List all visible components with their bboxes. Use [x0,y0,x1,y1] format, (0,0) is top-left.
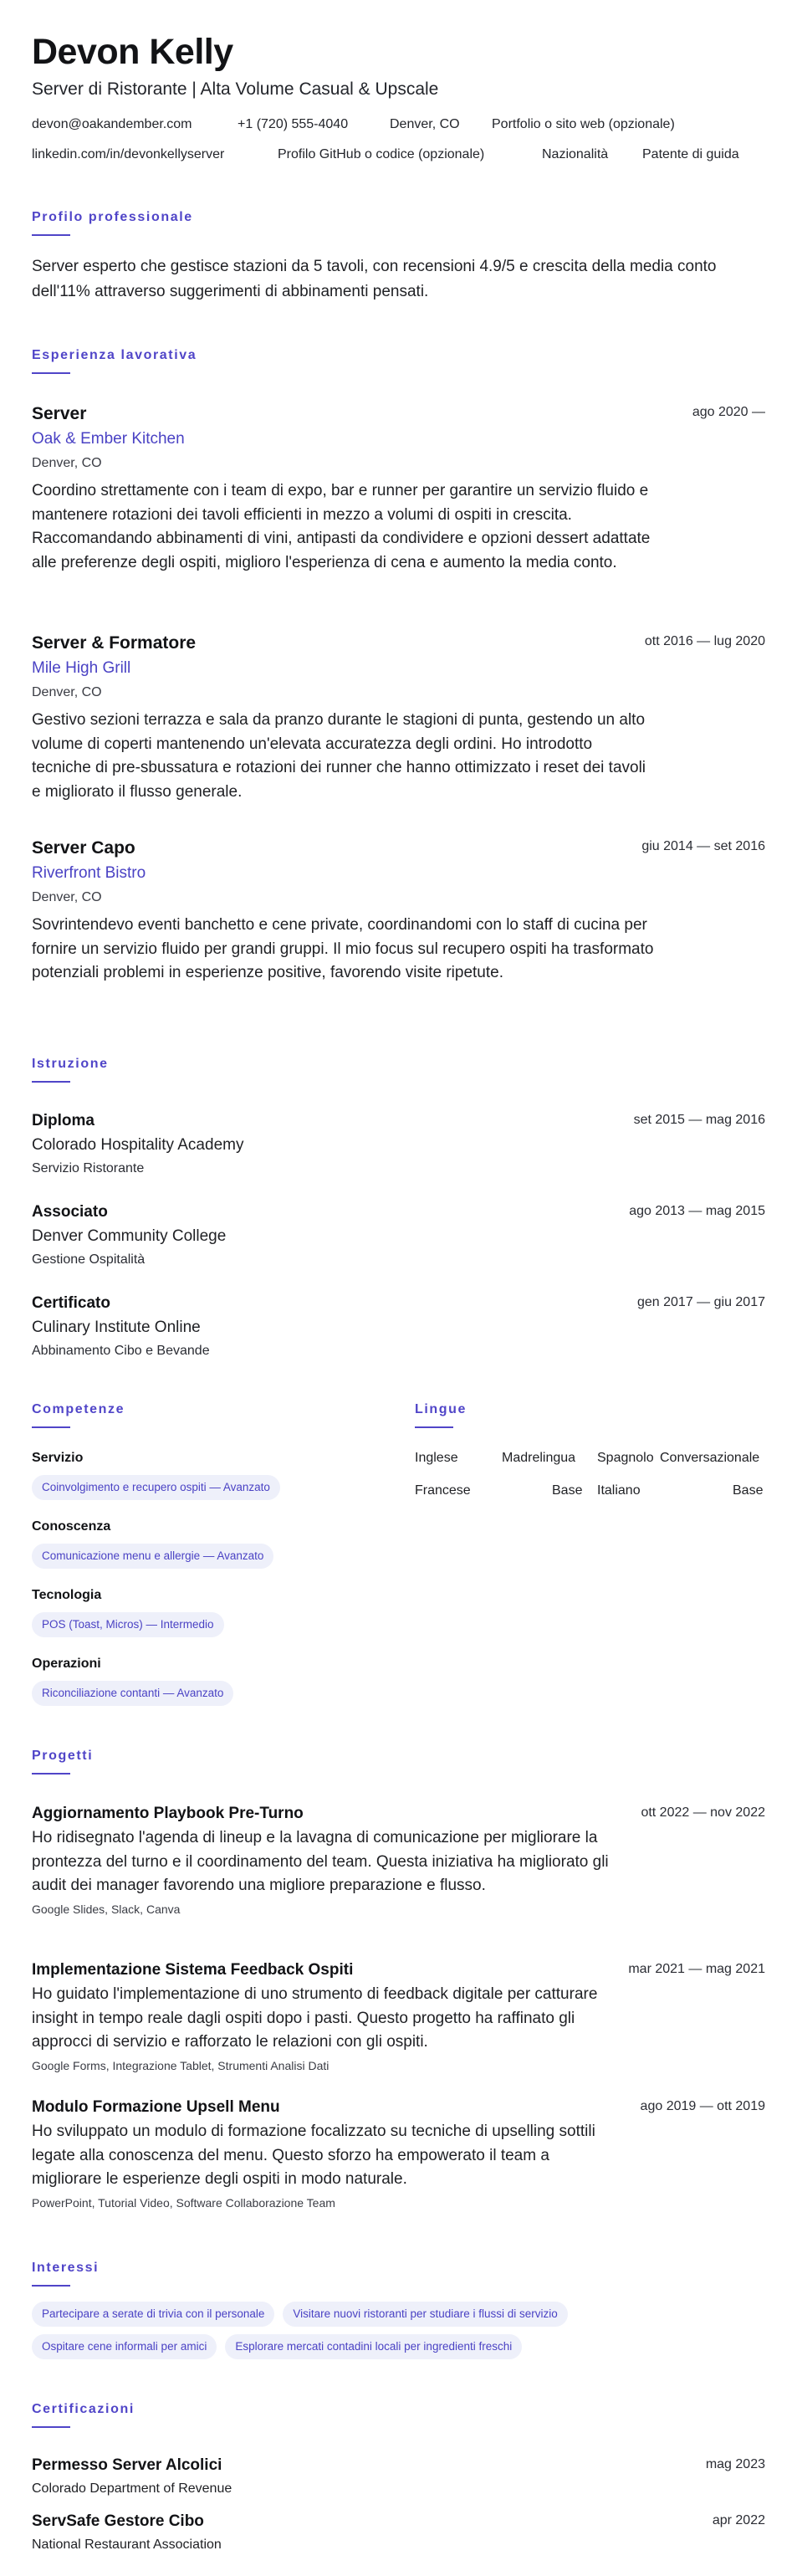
interest-pill: Partecipare a serate di trivia con il personale [32,2302,274,2327]
education-entry [32,1293,765,1363]
job-description: Coordino strettamente con i team di expo, bar e runner per garantire un servizio fluido e mantenere rotazioni dei tavoli efficienti in mezzo a volumi di ospiti in crescita. Raccomandando abbinamenti di vini, antipasti da condividere e opzioni dessert adattate alle preferenze degli ospiti, miglioro l'esperienza di cena e aumento la media conto. [32,482,651,571]
interests-row [32,2302,765,2327]
section-title-summary: Profilo professionale [32,210,193,224]
section-projects [32,1748,765,1775]
skill-category: Operazioni [32,1657,101,1671]
project-title: Aggiornamento Playbook Pre-Turno [32,1805,304,1822]
education-field: Servizio Ristorante [32,1161,145,1175]
resume-header [32,30,765,102]
education-school: Colorado Hospitality Academy [32,1136,244,1154]
job-company: Oak & Ember Kitchen [32,430,185,448]
section-title-skills: Competenze [32,1402,125,1416]
section-experience [32,347,765,374]
project-title: Modulo Formazione Upsell Menu [32,2098,280,2116]
project-entry [32,1959,765,2075]
certification-date: apr 2022 [712,2513,765,2527]
certification-title: Permesso Server Alcolici [32,2456,222,2474]
contact-linkedin[interactable]: linkedin.com/in/devonkellyserver [32,147,225,161]
section-divider [32,2426,70,2428]
project-date: ago 2019 — ott 2019 [640,2099,765,2113]
section-title-education: Istruzione [32,1057,109,1071]
project-description: Ho guidato l'implementazione di uno strumento di feedback digitale per catturare insight in tempo reale dagli ospiti dopo i pasti. Questo progetto ha raffinato gli approcci di servizio e rafforzato le relazioni con gli ospiti. [32,1985,598,2051]
language-name: Francese [415,1483,471,1498]
language-row [415,1451,787,1471]
job-date: giu 2014 — set 2016 [641,839,765,853]
education-field: Gestione Ospitalità [32,1252,146,1267]
contact-nationality: Nazionalità [542,147,609,161]
skill-pill: POS (Toast, Micros) — Intermedio [32,1612,224,1637]
skill-pill: Riconciliazione contanti — Avanzato [32,1681,233,1706]
project-date: ott 2022 — nov 2022 [641,1805,765,1820]
skill-category: Conoscenza [32,1519,111,1534]
education-school: Culinary Institute Online [32,1319,201,1336]
section-divider [32,234,70,236]
education-degree: Certificato [32,1294,110,1312]
education-school: Denver Community College [32,1227,227,1245]
skill-pill: Comunicazione menu e allergie — Avanzato [32,1544,273,1569]
summary-text: Server esperto che gestisce stazioni da 5 tavoli, con recensioni 4.9/5 e crescita della media conto dell'11% attraverso suggerimenti di abbinamenti pensati. [32,258,717,300]
candidate-subtitle: Server di Ristorante | Alta Volume Casual & Upscale [32,79,439,99]
language-level: Base [552,1483,583,1498]
project-entry [32,1803,765,1918]
interest-pill: Visitare nuovi ristoranti per studiare i flussi di servizio [283,2302,567,2327]
project-entry [32,2097,765,2212]
section-skills [32,1401,366,1428]
job-date: ott 2016 — lug 2020 [644,634,765,648]
education-date: set 2015 — mag 2016 [633,1113,765,1127]
project-tech: PowerPoint, Tutorial Video, Software Collaborazione Team [32,2195,335,2210]
project-description: Ho ridisegnato l'agenda di lineup e la lavagna di comunicazione per migliorare la prontezza del turno e il coordinamento del team. Questa iniziativa ha migliorato gli audit dei manager favorendo una migliore preparazione e flusso. [32,1829,609,1895]
education-entry [32,1201,765,1272]
certification-entry [32,2511,765,2556]
project-description: Ho sviluppato un modulo di formazione focalizzato su tecniche di upselling sottili legate alla conoscenza del menu. Questo sforzo ha empowerato il team a migliorare le esperienze degli ospiti in modo naturale. [32,2123,595,2189]
section-divider [32,1773,70,1775]
interest-pill: Ospitare cene informali per amici [32,2334,217,2359]
contact-phone[interactable]: +1 (720) 555-4040 [238,117,349,131]
section-summary [32,209,765,305]
certification-issuer: National Restaurant Association [32,2538,222,2552]
education-entry [32,1110,765,1180]
language-level: Base [733,1483,764,1498]
job-title: Server & Formatore [32,633,197,653]
job-date: ago 2020 — [692,405,765,419]
skill-group [32,1585,232,1637]
section-education [32,1056,765,1083]
skill-pill: Coinvolgimento e recupero ospiti — Avanzato [32,1475,280,1500]
certification-title: ServSafe Gestore Cibo [32,2512,204,2530]
job-description: Gestivo sezioni terrazza e sala da pranzo durante le stagioni di punta, gestendo un alto volume di coperti mantenendo un'elevata accuratezza degli ordini. Ho introdotto tecniche di pre-sbussatura e rotazioni dei runner che hanno ottimizzato i reset dei tavoli e migliorato il flusso generale. [32,711,646,801]
education-field: Abbinamento Cibo e Bevande [32,1344,210,1358]
section-interests [32,2260,765,2287]
language-name: Italiano [597,1483,641,1498]
language-level: Conversazionale [660,1451,760,1465]
contact-location: Denver, CO [390,117,460,131]
education-date: ago 2013 — mag 2015 [629,1204,765,1218]
section-divider [32,2285,70,2287]
skill-group [32,1448,289,1500]
language-level: Madrelingua [502,1451,576,1465]
contact-portfolio[interactable]: Portfolio o sito web (opzionale) [492,117,675,131]
section-title-languages: Lingue [415,1402,467,1416]
project-tech: Google Forms, Integrazione Tablet, Strumenti Analisi Dati [32,2058,330,2072]
section-title-projects: Progetti [32,1749,94,1763]
job-location: Denver, CO [32,890,102,904]
job-title: Server [32,404,87,423]
contact-email[interactable]: devon@oakandember.com [32,117,192,131]
education-degree: Diploma [32,1112,95,1129]
project-date: mar 2021 — mag 2021 [628,1962,765,1976]
job-title: Server Capo [32,838,135,858]
job-location: Denver, CO [32,685,102,699]
language-name: Spagnolo [597,1451,654,1465]
section-title-interests: Interessi [32,2261,100,2275]
section-divider [32,1081,70,1083]
language-row [415,1483,769,1503]
skill-group [32,1517,282,1569]
job-entry [32,837,765,986]
section-divider [32,372,70,374]
section-title-experience: Esperienza lavorativa [32,348,197,362]
skill-group [32,1654,242,1706]
job-location: Denver, CO [32,456,102,470]
contact-github[interactable]: Profilo GitHub o codice (opzionale) [278,147,485,161]
education-degree: Associato [32,1203,108,1221]
certification-entry [32,2455,765,2500]
section-divider [415,1426,453,1428]
certification-date: mag 2023 [705,2457,765,2471]
skill-category: Tecnologia [32,1588,102,1602]
job-company: Mile High Grill [32,659,131,677]
section-divider [32,1426,70,1428]
skill-category: Servizio [32,1451,84,1465]
section-languages [415,1401,766,1428]
job-description: Sovrintendevo eventi banchetto e cene private, coordinandomi con lo staff di cucina per fornire un servizio fluido per grandi gruppi. Il mio focus sul recupero ospiti ha trasformato potenziali problemi in esperienze positive, favorendo visite ripetute. [32,916,654,982]
candidate-name: Devon Kelly [32,32,233,72]
language-name: Inglese [415,1451,458,1465]
contact-license: Patente di guida [642,147,739,161]
project-title: Implementazione Sistema Feedback Ospiti [32,1961,354,1979]
section-title-certifications: Certificazioni [32,2402,135,2416]
certification-issuer: Colorado Department of Revenue [32,2481,232,2496]
job-entry [32,632,765,804]
interest-pill: Esplorare mercati contadini locali per ingredienti freschi [225,2334,522,2359]
education-date: gen 2017 — giu 2017 [636,1295,765,1309]
project-tech: Google Slides, Slack, Canva [32,1902,181,1916]
job-entry [32,402,765,575]
interests-row [32,2334,765,2359]
section-certifications [32,2401,765,2428]
job-company: Riverfront Bistro [32,864,146,882]
